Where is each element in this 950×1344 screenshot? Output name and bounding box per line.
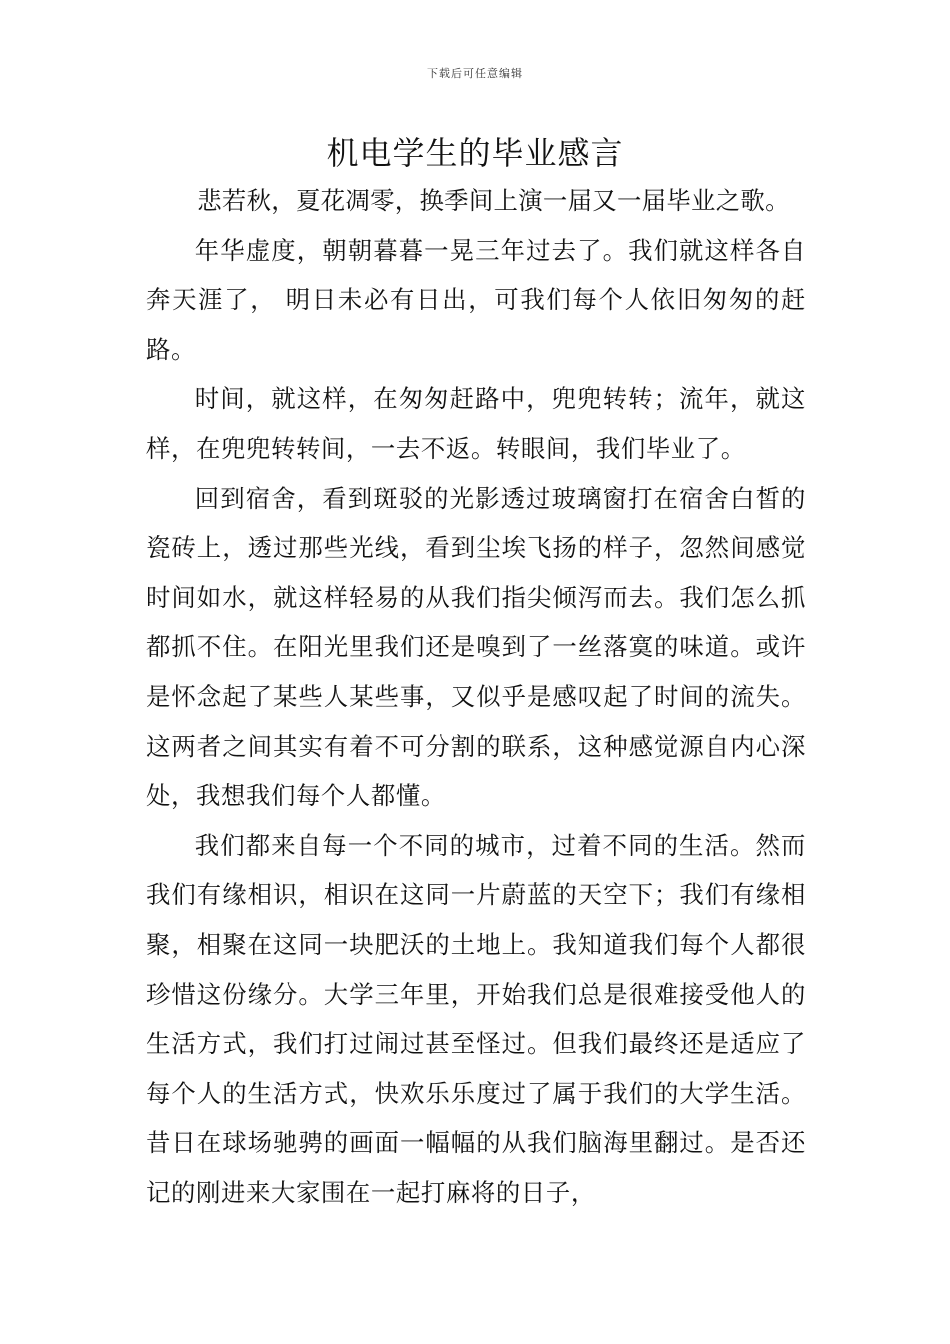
paragraph-5: 我们都来自每一个不同的城市，过着不同的生活。然而我们有缘相识，相识在这同一片蔚蓝的天空下；我们有缘相聚，相聚在这同一块肥沃的土地上。我知道我们每个人都很珍惜这份缘分。大学三年里，开始我们总是很难接受他人的生活方式，我们打过闹过甚至怪过。但我们最终还是适应了每个人的生活方式，快欢乐乐度过了属于我们的大学生活。昔日在球场驰骋的画面一幅幅的从我们脑海里翻过。是否还记的刚进来大家围在一起打麻将的日子， xyxy=(146,830,806,1207)
paragraph-4: 回到宿舍，看到斑驳的光影透过玻璃窗打在宿舍白皙的瓷砖上，透过那些光线，看到尘埃飞扬的样子，忽然间感觉时间如水，就这样轻易的从我们指尖倾泻而去。我们怎么抓都抓不住。在阳光里我们还是嗅到了一丝落寞的味道。或许是怀念起了某些人某些事，又似乎是感叹起了时间的流失。这两者之间其实有着不可分割的联系，这种感觉源自内心深处，我想我们每个人都懂。 xyxy=(146,483,806,811)
document-title: 机电学生的毕业感言 xyxy=(326,134,624,172)
header-note: 下载后可任意编辑 xyxy=(427,67,523,80)
paragraph-2: 年华虚度，朝朝暮暮一晃三年过去了。我们就这样各自奔天涯了， 明日未必有日出，可我们每个人依旧匆匆的赶路。 xyxy=(146,235,806,364)
document-body xyxy=(146,176,806,1217)
paragraph-3: 时间，就这样，在匆匆赶路中，兜兜转转；流年，就这样，在兜兜转转间，一去不返。转眼间，我们毕业了。 xyxy=(146,384,806,463)
paragraph-1: 悲若秋，夏花凋零，换季间上演一届又一届毕业之歌。 xyxy=(197,186,790,215)
